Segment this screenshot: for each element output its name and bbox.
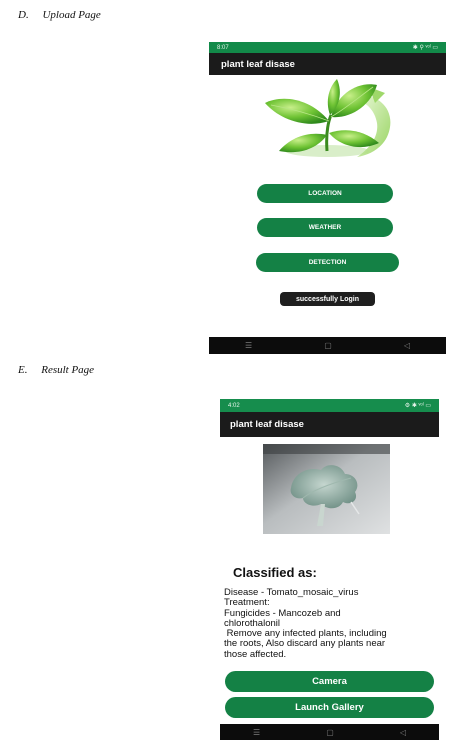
status-bar (220, 399, 439, 412)
status-time: 4:02 (228, 402, 240, 409)
home-icon[interactable]: ▢ (324, 341, 332, 350)
caption-result-page: E. Result Page (18, 364, 95, 376)
caption-upload-page: D. Upload Page (18, 9, 101, 21)
nav-bar (209, 337, 446, 354)
back-icon[interactable]: ◁ (403, 341, 410, 350)
classified-heading: Classified as: (233, 565, 317, 580)
upload-screen (209, 42, 446, 354)
leaf-photo (263, 444, 390, 534)
app-bar (209, 53, 446, 75)
status-icons: ⚙ ✱ ᵛᵒˡ ▭ (404, 403, 431, 409)
result-line: chlorothalonil (224, 617, 280, 629)
status-bar (209, 42, 446, 53)
status-time: 8:07 (217, 44, 229, 51)
app-title: plant leaf disase (230, 419, 304, 430)
camera-button[interactable]: Camera (225, 671, 434, 692)
plant-logo-icon (209, 75, 446, 165)
back-icon[interactable]: ◁ (399, 727, 406, 737)
launch-gallery-button[interactable]: Launch Gallery (225, 697, 434, 718)
recent-apps-icon[interactable]: ☰ (253, 727, 261, 737)
result-line: Disease - Tomato_mosaic_virus (224, 587, 359, 598)
weather-button[interactable]: WEATHER (257, 218, 393, 237)
nav-bar (220, 724, 439, 740)
detection-button[interactable]: DETECTION (256, 253, 399, 272)
app-title: plant leaf disase (221, 58, 295, 70)
result-screen (220, 399, 439, 740)
login-toast: successfully Login (280, 292, 375, 306)
location-button[interactable]: LOCATION (257, 184, 393, 203)
result-line: Remove any infected plants, including (224, 628, 387, 640)
app-bar (220, 412, 439, 437)
result-line: the roots, Also discard any plants near (224, 638, 386, 650)
result-line: Treatment: (224, 597, 270, 609)
status-icons: ✱ ⚲ ᵛᵒˡ ▭ (412, 45, 438, 51)
result-line: Fungicides - Mancozeb and (224, 607, 341, 619)
result-details (224, 588, 436, 660)
recent-apps-icon[interactable]: ☰ (245, 341, 253, 350)
home-icon[interactable]: ▢ (326, 727, 334, 737)
result-line: those affected. (224, 648, 287, 660)
